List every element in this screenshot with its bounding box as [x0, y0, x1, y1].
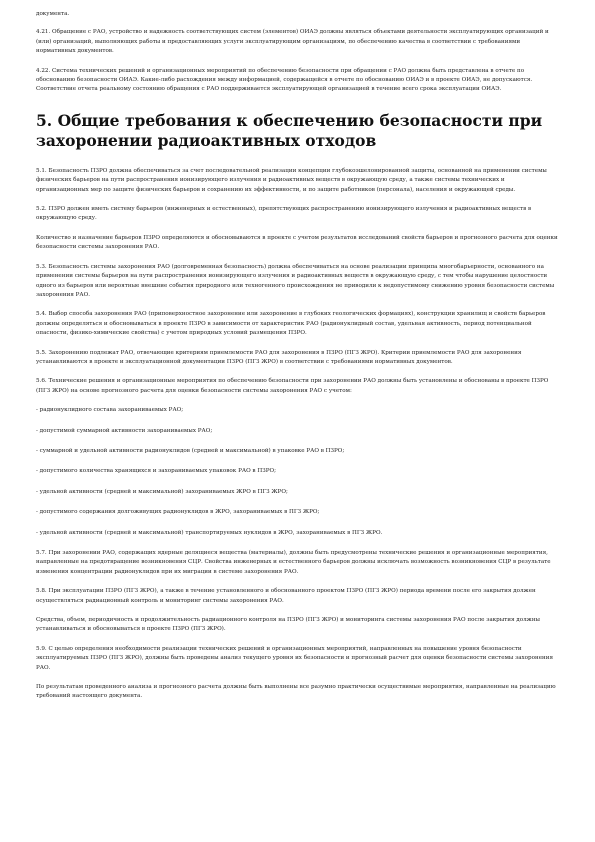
paragraph-5-4: 5.4. Выбор способа захоронения РАО (приповерхностное захоронение или захоронение в глубоких геологических формациях), конструкции хранилищ и свойств барьеров должны определяться и обосновываться в проекте ПЗРО в зависимости от характеристик РАО (радионуклидный состав, удельная активность, период потенциальной опасности, физико-химические свойства) с учетом природных условий размещения ПЗРО. [36, 311, 546, 337]
section-title: 5. Общие требования к обеспечению безопасности при захоронении радиоактивных отходов [36, 110, 543, 150]
list-item: - удельной активности (средней и максимальной) захораниваемых ЖРО в ПГЗ ЖРО; [36, 488, 288, 495]
list-item: - удельной активности (средней и максимальной) транспортируемых нуклидов в ЖРО, захораниваемых в ПГЗ ЖРО. [36, 529, 383, 536]
list-item: - радионуклидного состава захораниваемых РАО; [36, 407, 184, 414]
paragraph-5-2-barriers: Количество и назначение барьеров ПЗРО определяются и обосновываются в проекте с учетом результатов исследований свойств барьеров и прогнозного расчета для оценки безопасности системы захоронения РАО. [36, 234, 558, 251]
list-item: - суммарной и удельной активности радионуклидов (средней и максимальной) в упаковке РАО в ПЗРО; [36, 447, 345, 454]
paragraph-5-5: 5.5. Захоронению подлежат РАО, отвечающие критериям приемлемости РАО для захоронения в ПЗРО (ПГЗ ЖРО). Критерии приемлемости РАО для захоронения устанавливаются в проекте и эксплуатационной документации ПЗРО (ПГЗ ЖРО) в соответствии с требованиями нормативных документов. [36, 349, 522, 365]
paragraph-5-7: 5.7. При захоронении РАО, содержащих ядерные делящиеся вещества (материалы), должны быть предусмотрены технические решения и организационные мероприятия, направленные на предотвращение возникновения СЦР. Свойства инженерных и естественного барьеров должны исключать возможность возникновения СЦР в результате изменения концентрации радионуклидов при их миграции в системе захоронения РАО. [36, 550, 551, 575]
list-item: - допустимой суммарной активности захораниваемых РАО; [36, 427, 213, 434]
paragraph-5-8: 5.8. При эксплуатации ПЗРО (ПГЗ ЖРО), а также в течение установленного и обоснованного проектом ПЗРО (ПГЗ ЖРО) периода времени после его закрытия должен осуществляться радиационный контроль и мониторинг системы захоронения РАО. [36, 588, 536, 604]
fragment-top: документа. [36, 11, 70, 17]
paragraph-4-22: 4.22. Система технических решений и организационных мероприятий по обеспечению безопасности при обращении с РАО должна быть представлена в отчете по обоснованию безопасности ОИАЭ. Какие-либо расхождения между информацией, содержащейся в отчете по обоснованию ОИАЭ и в проекте ОИАЭ, не допускаются. Соответствие отчета реальному состоянию обращения с РАО поддерживается эксплуатирующей организацией в течение всего срока эксплуатации ОИАЭ. [36, 67, 533, 93]
paragraph-5-8-monitoring: Средства, объем, периодичность и продолжительность радиационного контроля на ПЗРО (ПГЗ ЖРО) и мониторинга системы захоронения РАО после закрытия должны устанавливаться и обосновываться в проекте ПЗРО (ПГЗ ЖРО). [36, 617, 541, 633]
paragraph-5-9: 5.9. С целью определения необходимости реализации технических решений и организационных мероприятий, направленных на повышение уровня безопасности эксплуатируемых ПЗРО (ПГЗ ЖРО), должны быть проведены анализ текущего уровня их безопасности и прогнозный расчет для оценки безопасности системы захоронения РАО. [36, 645, 554, 671]
paragraph-5-1: 5.1. Безопасность ПЗРО должна обеспечиваться за счет последовательной реализации концепции глубокоэшелонированной защиты, основанной на применении системы физических барьеров на пути распространения ионизирующего излучения и радиоактивных веществ в окружающую среду, а также системы технических и организационных мер по защите физических барьеров и сохранению их эффективности, и по защите работников (персонала), населения и окружающей среды. [36, 167, 547, 193]
paragraph-5-9-results: По результатам проведенного анализа и прогнозного расчета должны быть выполнены все разумно практически осуществимые мероприятия, направленные на реализацию требований настоящего документа. [36, 684, 556, 700]
paragraph-5-2: 5.2. ПЗРО должен иметь систему барьеров (инженерных и естественных), препятствующих распространению ионизирующего излучения и радиоактивных веществ в окружающую среду. [36, 206, 532, 222]
list-item: - допустимого количества хранящихся и захораниваемых упаковок РАО в ПЗРО; [36, 468, 276, 475]
paragraph-4-21: 4.21. Обращение с РАО, устройство и надежность соответствующих систем (элементов) ОИАЭ должны являться объектами деятельности эксплуатирующих организаций и (или) организаций, выполняющих работы и предоставляющих услуги эксплуатирующим организациям, по обеспечению качества в соответствии с требованиями нормативных документов. [36, 29, 549, 55]
paragraph-5-3: 5.3. Безопасность системы захоронения РАО (долговременная безопасность) должна обеспечиваться на основе реализации принципа многобарьерности, основанного на применении системы барьеров на пути распространения ионизирующего излучения и радиоактивных веществ в окружающую среду, с тем чтобы нарушение целостности одного из барьеров или вероятные внешние события природного или техногенного происхождения не приводили к недопустимому снижению уровня безопасности системы захоронения РАО. [36, 263, 555, 298]
list-item: - допустимого содержания долгоживущих радионуклидов в ЖРО, захораниваемых в ПГЗ ЖРО; [36, 509, 320, 516]
paragraph-5-6: 5.6. Технические решения и организационные мероприятия по обеспечению безопасности при захоронении РАО должны быть установлены и обоснованы в проекте ПЗРО (ПГЗ ЖРО) на основе прогнозного расчета для оценки безопасности системы захоронения РАО с учетом: [36, 378, 549, 394]
